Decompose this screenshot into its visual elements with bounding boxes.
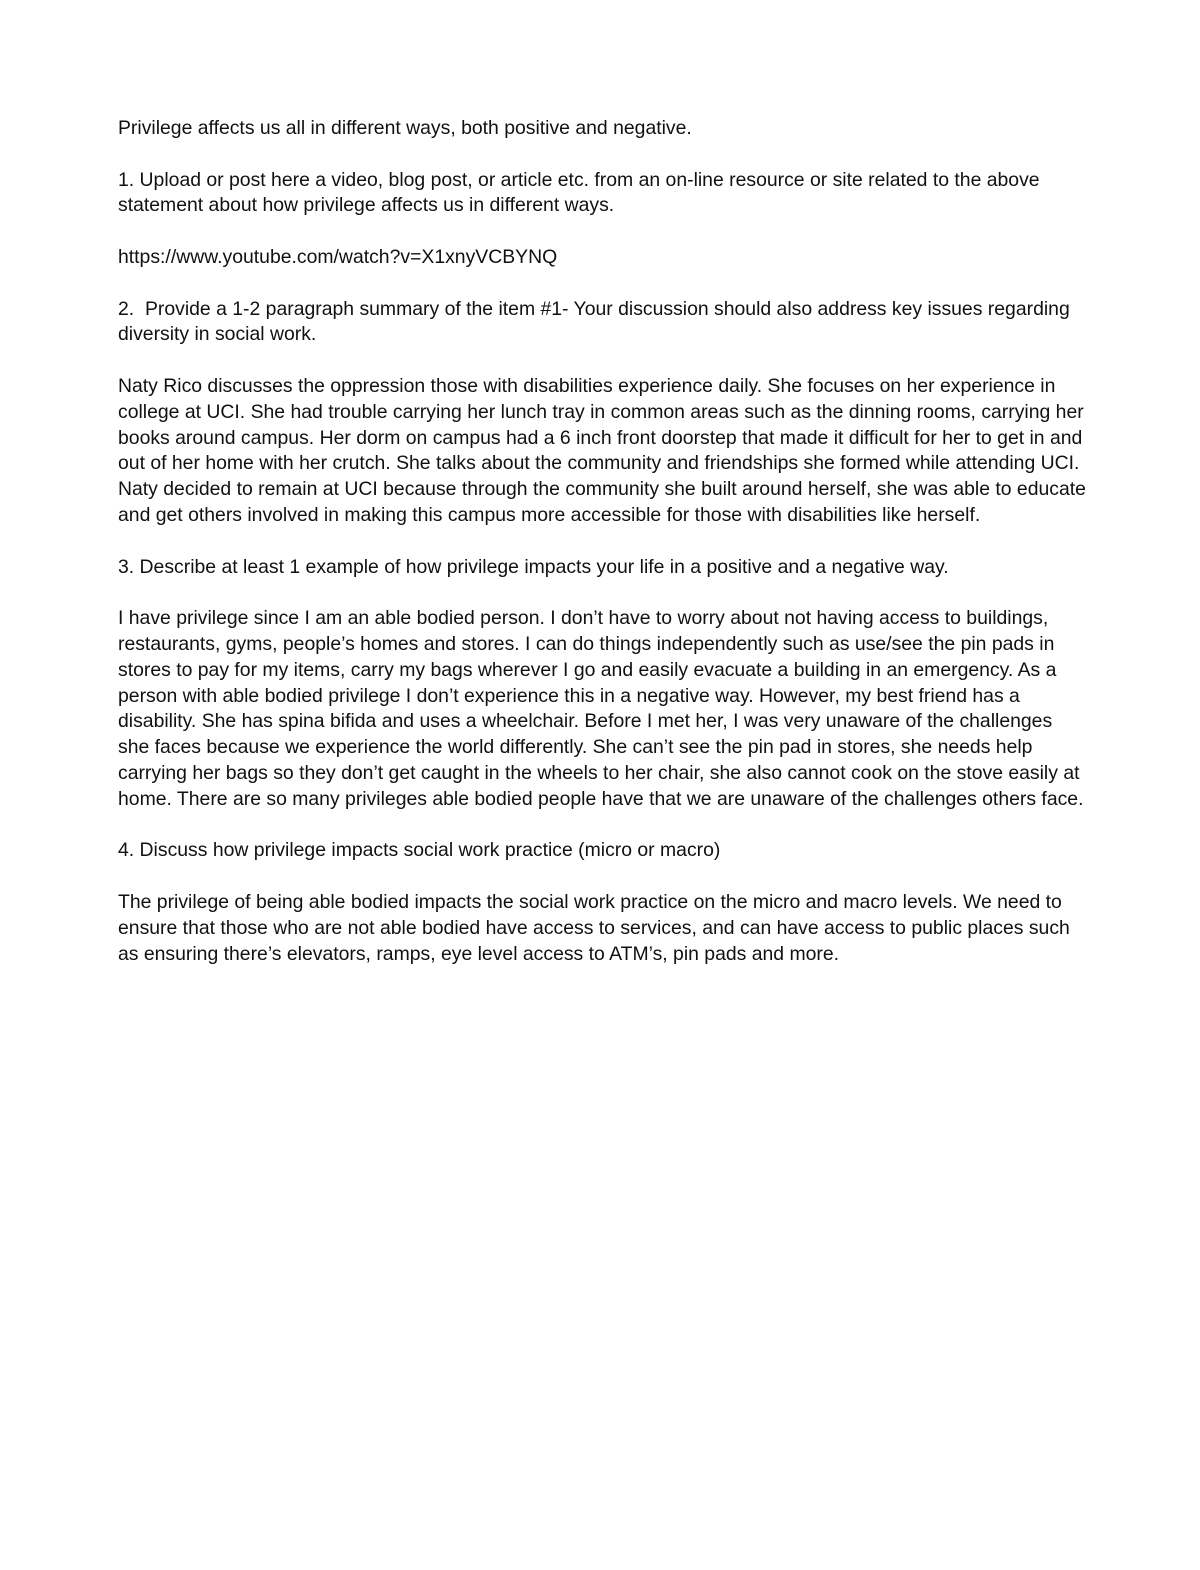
question-4: 4. Discuss how privilege impacts social work practice (micro or macro) (118, 839, 721, 862)
question-2: 2. Provide a 1-2 paragraph summary of the item #1- Your discussion should also address key issues regarding diversity in social work. (118, 297, 1076, 346)
answer-4: The privilege of being able bodied impacts the social work practice on the micro and macro levels. We need to ensure that those who are not able bodied have access to services, and can have access to public places such as ensuring there’s elevators, ramps, eye level access to ATM’s, pin pads and more. (118, 890, 1076, 965)
question-1: 1. Upload or post here a video, blog post, or article etc. from an on-line resource or site related to the above statement about how privilege affects us in different ways. (118, 168, 1045, 217)
question-3: 3. Describe at least 1 example of how privilege impacts your life in a positive and a negative way. (118, 555, 949, 578)
answer-3: I have privilege since I am an able bodied person. I don’t have to worry about not having access to buildings, restaurants, gyms, people’s homes and stores. I can do things independently such as use/see the pin pads in stores to pay for my items, carry my bags wherever I go and easily evacuate a building in an emergency. As a person with able bodied privilege I don’t experience this in a negative way. However, my best friend has a disability. She has spina bifida and uses a wheelchair. Before I met her, I was very unaware of the challenges she faces because we experience the world differently. She can’t see the pin pad in stores, she needs help carrying her bags so they don’t get caught in the wheels to her chair, she also cannot cook on the stove easily at home. There are so many privileges able bodied people have that we are unaware of the challenges others face. (118, 607, 1085, 810)
answer-1-link: https://www.youtube.com/watch?v=X1xnyVCBYNQ (118, 245, 558, 268)
intro-paragraph: Privilege affects us all in different ways, both positive and negative. (118, 117, 692, 139)
document-body (118, 116, 1092, 993)
answer-2: Naty Rico discusses the oppression those with disabilities experience daily. She focuses on her experience in college at UCI. She had trouble carrying her lunch tray in common areas such as the dinning rooms, carrying her books around campus. Her dorm on campus had a 6 inch front doorstep that made it difficult for her to get in and out of her home with her crutch. She talks about the community and friendships she formed while attending UCI. Naty decided to remain at UCI because through the community she built around herself, she was able to educate and get others involved in making this campus more accessible for those with disabilities like herself. (118, 374, 1092, 526)
